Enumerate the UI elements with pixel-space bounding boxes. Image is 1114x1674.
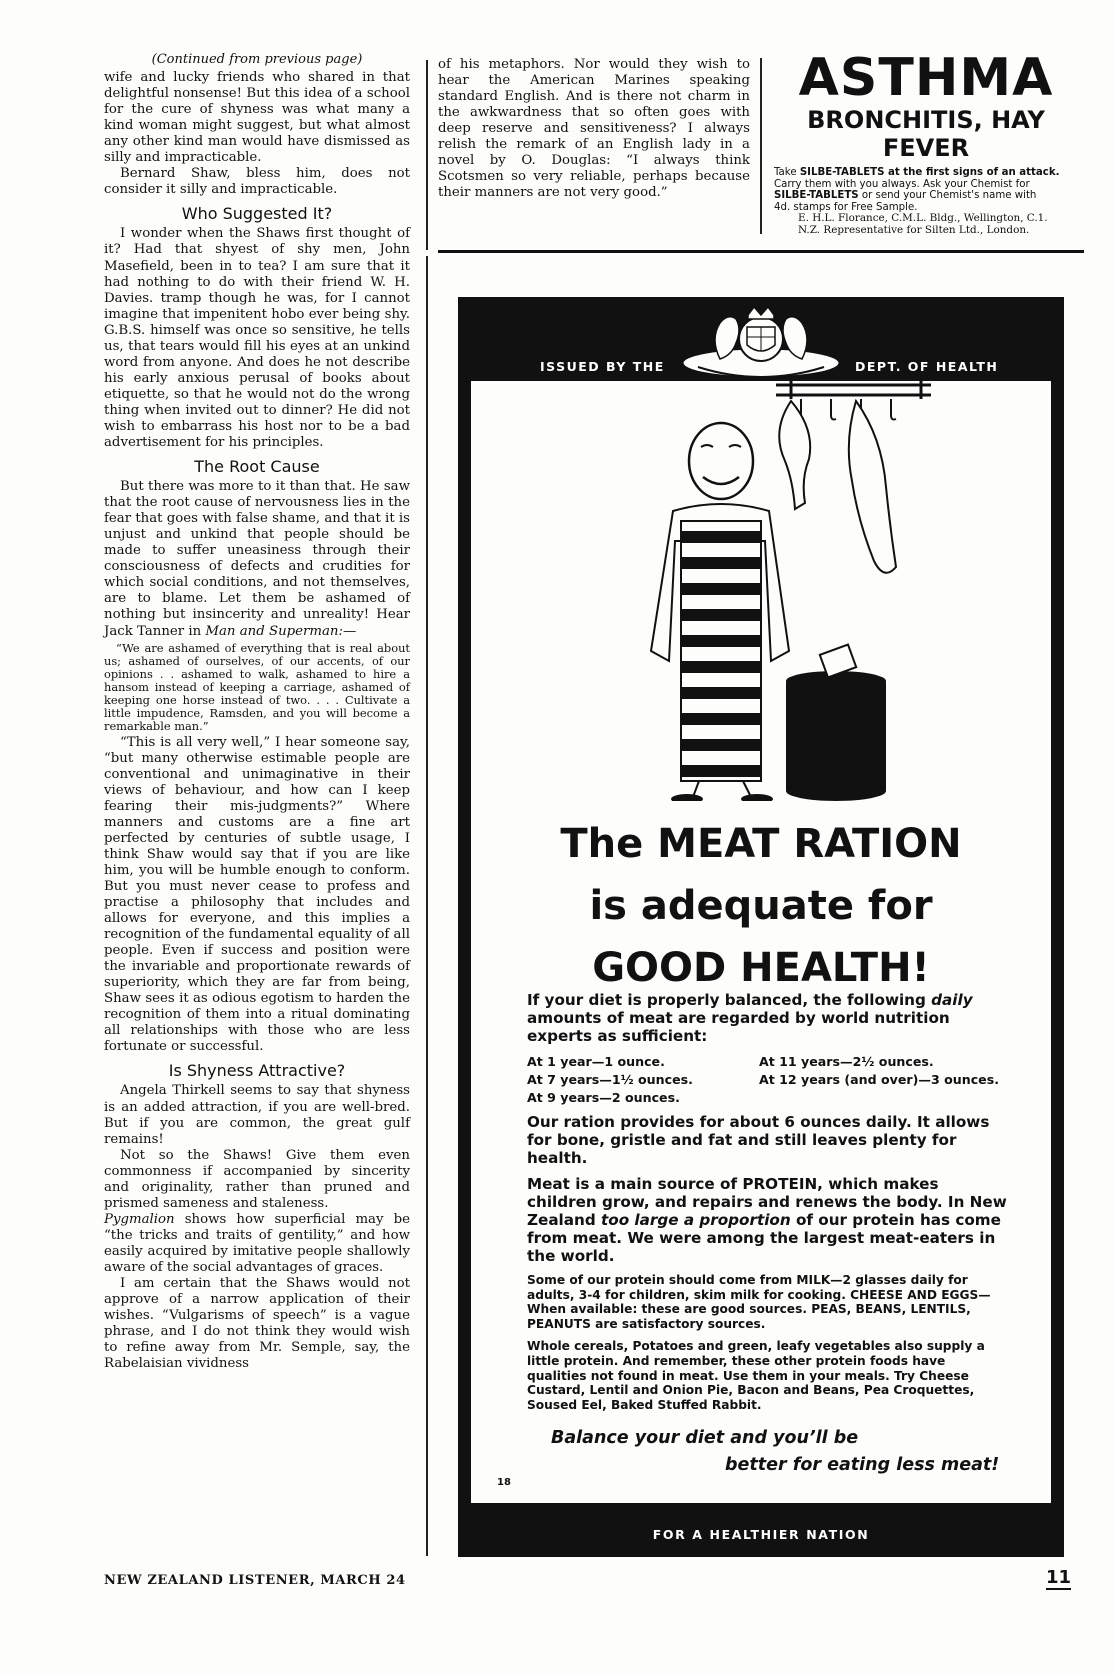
issued-by-label: ISSUED BY THE <box>540 359 665 374</box>
column-divider <box>426 60 428 250</box>
address-line: E. H.L. Florance, C.M.L. Bldg., Wellington, C.1. <box>798 212 1048 225</box>
paragraph: I wonder when the Shaws first thought of it? Had that shyest of shy men, John Masefield, been in to tea? I am sure that it had nothing to do with their friend W. H. Davies. tramp though he was, for I cannot imagine that impenitent hobo ever being shy. G.B.S. himself was once so sensitive, he tells us, that tears would fill his eyes at an unkind word from anyone. And does he not describe his early anxious perusal of books about etiquette, so that he would not do the wrong thing when invited out to dinner? He did not wish to embarrass his host nor to be a bad advertisement for his principles. <box>104 226 410 451</box>
paragraph-text: shows how superficial may be “the tricks and traits of gentility,” and how easily acquired by imitative people shallowly aware of the social advantages of graces. <box>104 1211 410 1275</box>
age-ration-item: At 12 years (and over)—3 ounces. <box>759 1072 1000 1087</box>
emphasis: daily <box>931 991 973 1009</box>
page-number: 11 <box>1046 1567 1072 1588</box>
address-line: N.Z. Representative for Silten Ltd., London. <box>798 224 1030 237</box>
paragraph: Bernard Shaw, bless him, does not consider it silly and impracticable. <box>104 166 410 198</box>
column-divider <box>760 58 762 234</box>
article-left-column <box>104 52 410 1372</box>
paragraph: “This is all very well,” I hear someone say, “but many otherwise estimable people are conventional and unimaginative in their views of behaviour, and how can I keep fearing their mis-judgments?” Where manners and customs are a fine art perfected by centuries of subtle usage, I think Shaw would say that if you are like him, you will be humble enough to conform. But you must never cease to profess and practise a philosophy that includes and allows for everyone, and this implies a recognition of the fundamental equality of all people. Even if success and position were the invariable and proportionate rewards of superiority, which they are far from being, Shaw sees it as odious egotism to harden the recognition of them into a ritual dominating all relationships with those who are less fortunate or successful. <box>104 734 410 1055</box>
quote-text: “We are ashamed of everything that is real about us; ashamed of ourselves, of our accents, of our opinions . . ashamed to walk, ashamed to hire a hansom instead of keeping a carriage, ashamed of keeping one horse instead of two. . . . Cultivate a little impudence, Ramsden, and you will become a remarkable man.” <box>104 640 410 733</box>
intro-paragraph <box>527 991 1007 1045</box>
ad-body <box>527 991 1007 1420</box>
text: Meat is a main source of PROTEIN, which makes children grow, and repairs and renews the body. In New Zealand <box>527 1175 1007 1229</box>
headline-line: is adequate for <box>589 883 933 929</box>
ad-panel <box>471 381 1051 1503</box>
paragraph-text: But there was more to it than that. He saw that the root cause of nervousness lies in the fear that goes with false shame, and that it is unjust and unkind that people should be made to suffer uneasiness through their consciousness of defects and crudities for which social conditions, and not themselves, are to blame. Let them be ashamed of nothing but insincerity and unreality! Hear Jack Tanner in <box>104 479 410 639</box>
paragraph: Angela Thirkell seems to say that shyness is an added attraction, if you are well-bred. But if you are common, the great gulf remains! <box>104 1083 410 1147</box>
asthma-line <box>774 167 1078 179</box>
emphasis: too large a proportion <box>601 1211 791 1229</box>
text: or send your Chemist's name with <box>858 190 1037 202</box>
paragraph: I am certain that the Shaws would not approve of a narrow application of their wishes. “Vulgarisms of speech” is a vague phrase, and I do not think they would wish to refine away from Mr. Semple, say, the Rabelaisian vividness <box>104 1276 410 1372</box>
subheading-root-cause: The Root Cause <box>194 457 320 477</box>
paragraph: Not so the Shaws! Give them even commonness if accompanied by sincerity and originality, rather than pruned and prismed sameness and staleness. <box>104 1147 410 1211</box>
ad-slogan <box>551 1425 1011 1479</box>
asthma-advertisement <box>774 50 1078 237</box>
play-title: Pygmalion <box>104 1211 175 1227</box>
paragraph <box>104 1212 410 1276</box>
asthma-subtitle: BRONCHITIS, HAY FEVER <box>807 106 1045 162</box>
text: at the first signs of an attack. <box>884 167 1060 178</box>
butcher-illustration-icon <box>581 381 941 801</box>
text: Take <box>774 167 800 178</box>
milk-paragraph: Some of our protein should come from MILK—2 glasses daily for adults, 3-4 for children, skim milk for cooking. CHEESE AND EGGS—When available: these are good sources. PEAS, BEANS, LENTILS, PEANUTS are satisfactory sources. <box>527 1273 991 1331</box>
asthma-title: ASTHMA <box>798 48 1054 108</box>
headline-line: GOOD HEALTH! <box>592 945 930 991</box>
paragraph: wife and lucky friends who shared in that delightful nonsense! But this idea of a school for the cure of shyness was what many a kind woman might suggest, but what almost any other kind man would have dismissed as silly and impracticable. <box>104 70 410 166</box>
horizontal-rule <box>438 250 1084 253</box>
ration-paragraph: Our ration provides for about 6 ounces daily. It allows for bone, gristle and fat and still leaves plenty for health. <box>527 1113 990 1167</box>
slogan-line: Balance your diet and you’ll be <box>551 1428 859 1448</box>
continued-note: (Continued from previous page) <box>151 52 363 67</box>
quotation <box>104 642 410 733</box>
asthma-address <box>798 213 1078 237</box>
ad-headline <box>471 813 1051 999</box>
protein-paragraph <box>527 1175 1007 1265</box>
paragraph <box>104 479 410 639</box>
age-ration-item: At 9 years—2 ounces. <box>527 1090 680 1105</box>
age-ration-item <box>759 1089 1007 1107</box>
text: If your diet is properly balanced, the following <box>527 991 932 1009</box>
asthma-body <box>774 167 1078 213</box>
age-ration-item: At 11 years—2½ ounces. <box>759 1054 934 1069</box>
product-name: SILBE-TABLETS <box>799 167 885 178</box>
meat-ration-advertisement <box>458 297 1064 1557</box>
text: of our protein has come from meat. We were among the largest meat-eaters in the world. <box>527 1211 1001 1265</box>
asthma-line <box>774 190 1078 202</box>
age-ration-item: At 7 years—1½ ounces. <box>527 1072 693 1087</box>
article-mid-column <box>438 57 750 201</box>
publication-footer: NEW ZEALAND LISTENER, MARCH 24 <box>104 1573 406 1588</box>
age-ration-list <box>527 1053 1007 1107</box>
paragraph: of his metaphors. Nor would they wish to hear the American Marines speaking standard English. And is there not charm in the awkwardness that so often goes with deep reserve and sensitiveness? I always relish the remark of an English lady in a novel by O. Douglas: “I always think Scotsmen so very reliable, perhaps because their manners are not very good.” <box>438 57 750 201</box>
asthma-line: Carry them with you always. Ask your Chemist for <box>774 178 1030 190</box>
asthma-line: 4d. stamps for Free Sample. <box>774 201 918 213</box>
dept-label: DEPT. OF HEALTH <box>855 359 999 374</box>
age-ration-item: At 1 year—1 ounce. <box>527 1054 665 1069</box>
column-divider <box>426 256 428 1556</box>
ad-number: 18 <box>497 1477 511 1488</box>
cereals-paragraph: Whole cereals, Potatoes and green, leafy vegetables also supply a little protein. And remember, these other protein foods have qualities not found in meat. Use them in your meals. Try Cheese Custard, Lentil and Onion Pie, Bacon and Beans, Pea Croquettes, Soused Eel, Baked Stuffed Rabbit. <box>527 1339 985 1412</box>
subheading-who-suggested: Who Suggested It? <box>181 204 333 224</box>
play-title: Man and Superman:— <box>205 623 357 639</box>
royal-crest-icon <box>668 297 854 381</box>
slogan-line: better for eating less meat! <box>725 1455 1000 1475</box>
text: amounts of meat are regarded by world nutrition experts as sufficient: <box>527 1009 950 1045</box>
headline-line: The MEAT RATION <box>560 821 962 867</box>
product-name: SILBE-TABLETS <box>774 190 859 202</box>
ad-footer-banner: FOR A HEALTHIER NATION <box>652 1527 870 1542</box>
subheading-shyness-attractive: Is Shyness Attractive? <box>168 1061 346 1081</box>
